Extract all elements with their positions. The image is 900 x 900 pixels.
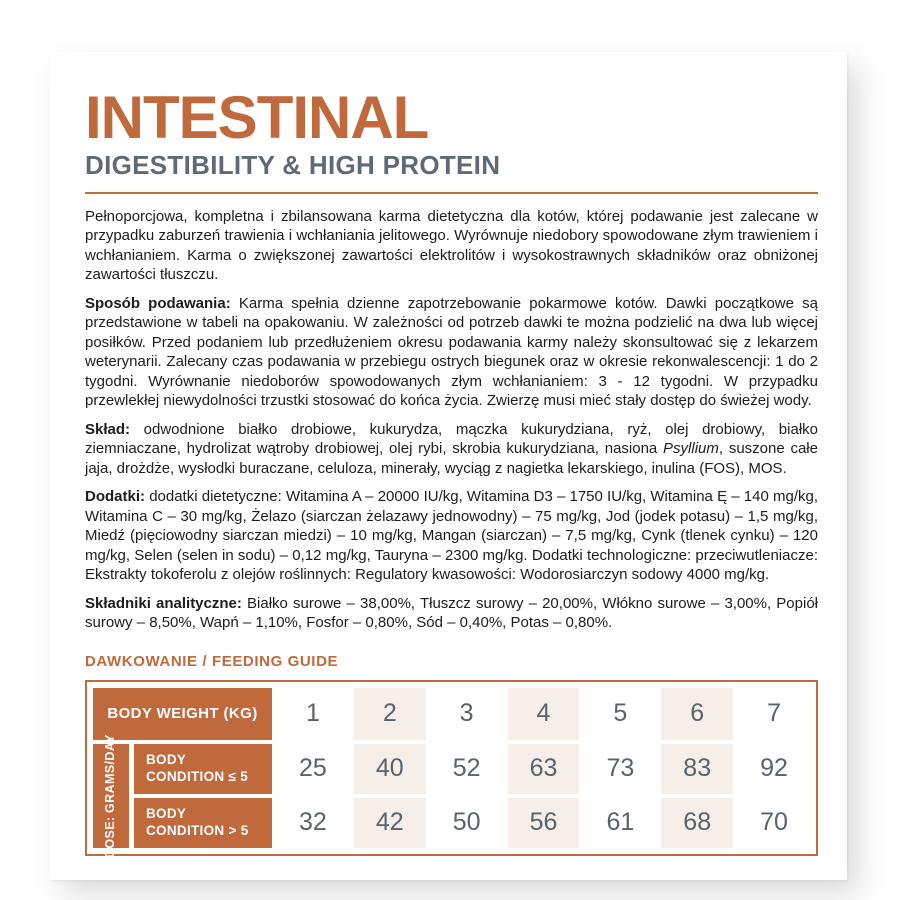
dose-value-cell: 50	[452, 808, 481, 837]
paragraph-feeding-text: Karma spełnia dzienne zapotrzebowanie pokarmowe kotów. Dawki początkowe są przedstawione w tabeli na opakowaniu. W zależności od potrzeb dawki te można podzielić na dwa lub więcej posiłków. Przed podaniem lub przedłużeniem okresu podawania karmy należy skonsultować się z lekarzem weterynarii. Zalecany czas podawania w przebiegu ostrych biegunek oraz w okresie rekonwalescencji: 1 do 2 tygodni. Wyrównanie niedoborów spowodowanych złym wchłanianiem: 3 - 12 tygodni. W przypadku przewlekłej niewydolności trzustki stosować do końca życia. Zwierzę musi mieć stały dostęp do świeżej wody.	[85, 294, 818, 410]
weight-header-cell: 2	[354, 688, 426, 740]
condition-le5-line2: CONDITION ≤ 5	[146, 768, 249, 784]
body-weight-header: BODY WEIGHT (KG)	[93, 688, 272, 740]
paragraph-analytical-text: Białko surowe – 38,00%, Tłuszcz surowy – 20,00%, Włókno surowe – 3,00%, Popiół surowy – 8,50%, Wapń – 1,10%, Fosfor – 0,80%, Sód – 0,40%, Potas – 0,80%.	[85, 594, 818, 632]
weight-header-cell: 4	[508, 688, 580, 740]
paragraph-feeding-lead: Sposób podawania:	[85, 294, 231, 312]
paragraph-intro	[85, 207, 818, 285]
condition-gt5-line2: CONDITION > 5	[146, 822, 249, 838]
paragraph-intro-text: Pełnoporcjowa, kompletna i zbilansowana karma dietetyczna dla kotów, której podawanie jest zalecane w przypadku zaburzeń trawienia i wchłaniania jelitowego. Wyrównuje niedobory spowodowane złym trawieniem i wchłanianiem. Karma o zwiększonej zawartości elektrolitów i wysokostrawnych składników oraz obniżonej zawartości tłuszczu.	[85, 207, 818, 284]
label-card	[50, 52, 847, 880]
paragraph-composition-italic: Psyllium	[663, 440, 719, 458]
dose-value-cell: 32	[299, 808, 327, 837]
dose-value-cell: 42	[354, 798, 426, 848]
feeding-guide-heading: DAWKOWANIE / FEEDING GUIDE	[85, 652, 339, 670]
dose-axis-label-line2: GRAMS/DAY	[103, 733, 118, 813]
accent-divider	[85, 192, 818, 194]
condition-row-label-gt5	[134, 798, 272, 848]
feeding-guide-table	[85, 680, 818, 856]
dose-axis-label-line1: DOSE:	[103, 816, 118, 858]
dose-value-cell: 63	[508, 744, 580, 794]
dose-value-cell: 61	[606, 808, 635, 837]
paragraph-analytical	[85, 594, 818, 633]
dose-value-cell: 56	[508, 798, 580, 848]
description-block	[85, 207, 818, 633]
weight-header-cell: 5	[613, 699, 628, 728]
weight-header-cell: 7	[767, 699, 782, 728]
dose-value-cell: 92	[760, 754, 788, 783]
dose-value-cell: 68	[661, 798, 733, 848]
dose-axis-label	[93, 733, 129, 858]
dose-value-cell: 25	[299, 754, 327, 783]
paragraph-composition-text-2: , suszone całe jaja, drożdże, wysłodki buraczane, celuloza, minerały, wyciąg z nagietka lekarskiego, inulina (FOS), MOS.	[85, 440, 818, 477]
condition-gt5-line1: BODY	[146, 805, 187, 821]
paragraph-additives-text: dodatki dietetyczne: Witamina A – 20000 IU/kg, Witamina D3 – 1750 IU/kg, Witamina Ę – 140 mg/kg, Witamina C – 30 mg/kg, Żelazo (siarczan żelazawy jednowodny) – 75 mg/kg, Jod (jodek potasu) – 1,5 mg/kg, Miedź (pięciowodny siarczan miedzi) – 10 mg/kg, Mangan (siarczan) – 7,5 mg/kg, Cynk (tlenek cynku) – 120 mg/kg, Selen (selen in sodu) – 0,12 mg/kg, Tauryna – 2300 mg/kg. Dodatki technologiczne: przeciwutleniacze: Ekstrakty tokoferolu z olejów roślinnych: Regulatory kwasowości: Wodorosiarczyn sodowy 4000 mg/kg.	[85, 488, 818, 584]
paragraph-composition-lead: Skład:	[85, 420, 131, 438]
paragraph-analytical-lead: Składniki analityczne:	[85, 594, 242, 612]
paragraph-feeding-instructions	[85, 294, 818, 411]
paragraph-composition-text-1: odwodnione białko drobiowe, kukurydza, mączka kukurydziana, ryż, olej drobiowy, białko ziemniaczane, hydrolizat wątroby drobiowej, olej rybi, skrobia kukurydziana, nasiona	[85, 420, 818, 458]
condition-row-label-le5	[134, 744, 272, 794]
paragraph-additives-lead: Dodatki:	[85, 488, 145, 506]
dose-value-cell: 83	[661, 744, 733, 794]
weight-header-cell: 1	[305, 699, 320, 728]
paragraph-composition	[85, 420, 818, 479]
dose-value-cell: 52	[452, 754, 481, 783]
dose-value-cell: 70	[760, 808, 788, 837]
dose-value-cell: 40	[354, 744, 426, 794]
condition-le5-line1: BODY	[146, 751, 187, 767]
product-title: INTESTINAL	[85, 84, 429, 151]
paragraph-additives	[85, 487, 818, 585]
weight-header-cell: 3	[459, 699, 474, 728]
weight-header-cell: 6	[661, 688, 733, 740]
dose-value-cell: 73	[606, 754, 635, 783]
product-subtitle: DIGESTIBILITY & HIGH PROTEIN	[85, 150, 501, 180]
